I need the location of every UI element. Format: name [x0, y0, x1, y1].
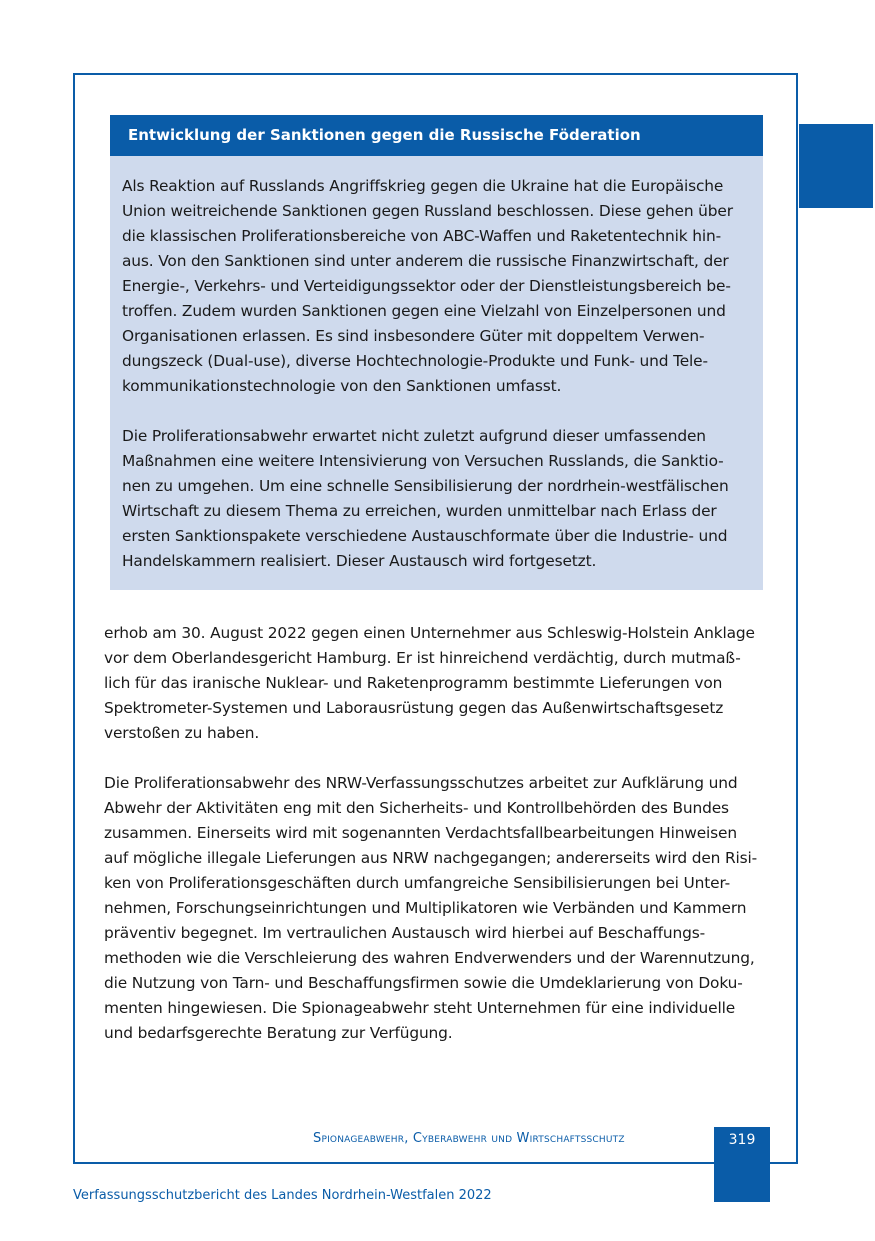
- text-line: methoden wie die Verschleierung des wahren Endverwenders und der Warennutzung,: [104, 949, 755, 967]
- text-line: ersten Sanktionspakete verschiedene Austauschformate über die Industrie- und: [122, 527, 728, 545]
- text-line: auf mögliche illegale Lieferungen aus NRW nachgegangen; andererseits wird den Risi-: [104, 849, 758, 867]
- text-line: lich für das iranische Nuklear- und Raketenprogramm bestimmte Lieferungen von: [104, 674, 723, 692]
- text-line: Als Reaktion auf Russlands Angriffskrieg gegen die Ukraine hat die Europäische: [122, 177, 724, 195]
- text-line: Abwehr der Aktivitäten eng mit den Sicherheits- und Kontrollbehörden des Bundes: [104, 799, 729, 817]
- body-paragraph-1: [104, 621, 770, 746]
- text-line: die Nutzung von Tarn- und Beschaffungsfirmen sowie die Umdeklarierung von Doku-: [104, 974, 743, 992]
- chapter-tab-marker: [799, 124, 873, 208]
- text-line: Wirtschaft zu diesem Thema zu erreichen, wurden unmittelbar nach Erlass der: [122, 502, 717, 520]
- info-box-body: [110, 156, 763, 574]
- publication-caption: Verfassungsschutzbericht des Landes Nordrhein-Westfalen 2022: [73, 1188, 492, 1203]
- text-line: und bedarfsgerechte Beratung zur Verfügung.: [104, 1024, 453, 1042]
- text-line: nen zu umgehen. Um eine schnelle Sensibilisierung der nordrhein-westfälischen: [122, 477, 729, 495]
- sanctions-info-box: [110, 115, 763, 590]
- text-line: Spektrometer-Systemen und Laborausrüstung gegen das Außenwirtschaftsgesetz: [104, 699, 724, 717]
- text-line: ken von Proliferationsgeschäften durch umfangreiche Sensibilisierungen bei Unter-: [104, 874, 731, 892]
- text-line: Union weitreichende Sanktionen gegen Russland beschlossen. Diese gehen über: [122, 202, 733, 220]
- text-line: aus. Von den Sanktionen sind unter anderem die russische Finanzwirtschaft, der: [122, 252, 729, 270]
- body-paragraph-2: [104, 771, 770, 1046]
- text-line: kommunikationstechnologie von den Sanktionen umfasst.: [122, 377, 562, 395]
- page-number: 319: [728, 1132, 756, 1148]
- text-line: zusammen. Einerseits wird mit sogenannten Verdachtsfallbearbeitungen Hinweisen: [104, 824, 737, 842]
- text-line: präventiv begegnet. Im vertraulichen Austausch wird hierbei auf Beschaffungs-: [104, 924, 706, 942]
- text-line: Handelskammern realisiert. Dieser Austausch wird fortgesetzt.: [122, 552, 597, 570]
- text-line: verstoßen zu haben.: [104, 724, 260, 742]
- info-box-paragraph-1: [122, 174, 751, 399]
- text-line: nehmen, Forschungseinrichtungen und Multiplikatoren wie Verbänden und Kammern: [104, 899, 747, 917]
- text-line: die klassischen Proliferationsbereiche von ABC-Waffen und Raketentechnik hin-: [122, 227, 722, 245]
- text-line: dungszeck (Dual-use), diverse Hochtechnologie-Produkte und Funk- und Tele-: [122, 352, 708, 370]
- text-line: Maßnahmen eine weitere Intensivierung von Versuchen Russlands, die Sanktio-: [122, 452, 724, 470]
- text-line: erhob am 30. August 2022 gegen einen Unternehmer aus Schleswig-Holstein Anklage: [104, 624, 755, 642]
- info-box-paragraph-2: [122, 424, 751, 574]
- text-line: Energie-, Verkehrs- und Verteidigungssektor oder der Dienstleistungsbereich be-: [122, 277, 731, 295]
- text-line: Die Proliferationsabwehr des NRW-Verfassungsschutzes arbeitet zur Aufklärung und: [104, 774, 738, 792]
- text-line: menten hingewiesen. Die Spionageabwehr steht Unternehmen für eine individuelle: [104, 999, 736, 1017]
- info-box-title: Entwicklung der Sanktionen gegen die Russische Föderation: [110, 115, 763, 156]
- text-line: Die Proliferationsabwehr erwartet nicht zuletzt aufgrund dieser umfassenden: [122, 427, 706, 445]
- page-number-tab: [714, 1127, 770, 1202]
- body-text: [104, 621, 770, 1071]
- text-line: Organisationen erlassen. Es sind insbesondere Güter mit doppeltem Verwen-: [122, 327, 705, 345]
- text-line: vor dem Oberlandesgericht Hamburg. Er ist hinreichend verdächtig, durch mutmaß-: [104, 649, 741, 667]
- text-line: troffen. Zudem wurden Sanktionen gegen eine Vielzahl von Einzelpersonen und: [122, 302, 726, 320]
- running-footer-section-title: Spionageabwehr, Cyberabwehr und Wirtschaftsschutz: [313, 1131, 625, 1146]
